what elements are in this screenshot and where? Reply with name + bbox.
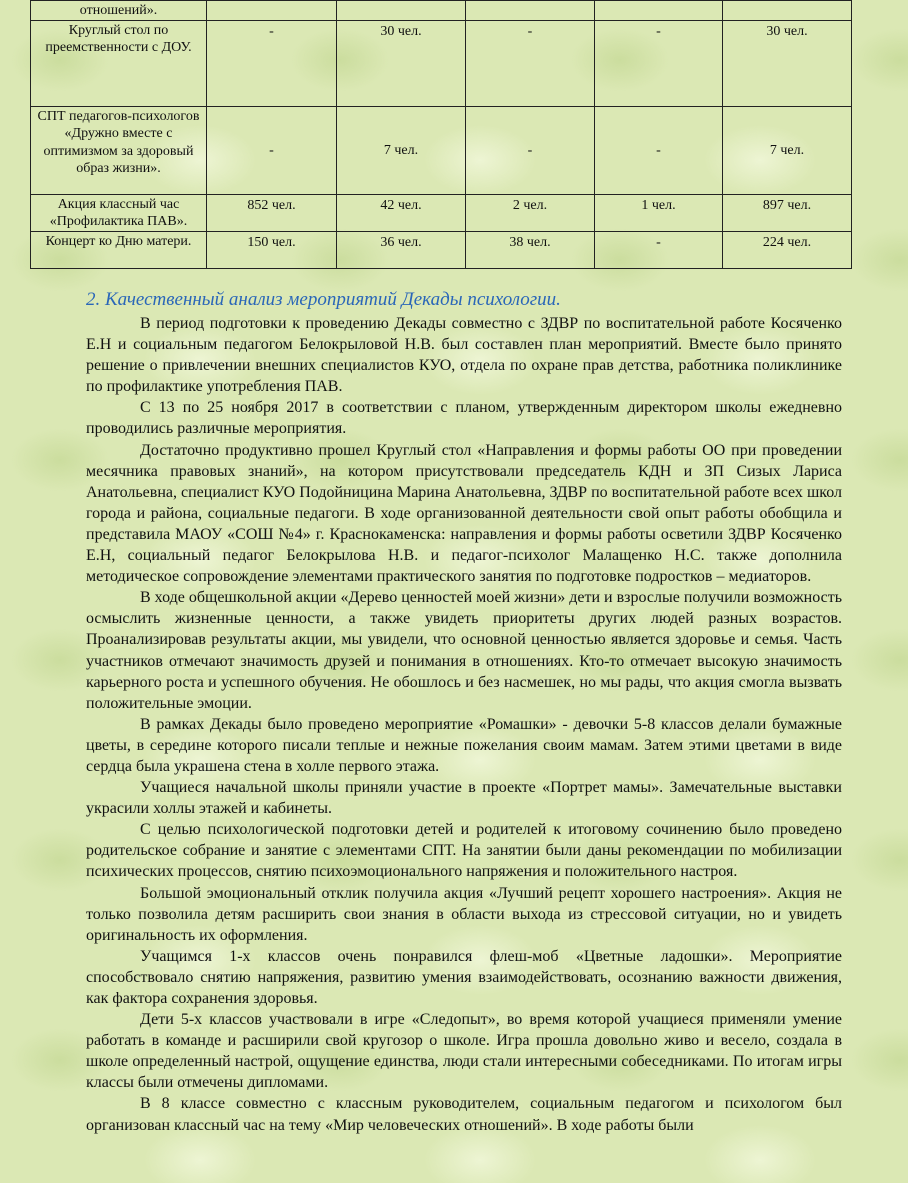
body-text (86, 313, 842, 1136)
participants-table-wrap (30, 0, 851, 269)
value-cell: 897 чел. (723, 194, 852, 231)
value-cell (466, 1, 595, 21)
value-cell: 852 чел. (207, 194, 337, 231)
value-cell: 30 чел. (337, 20, 466, 106)
value-cell: 150 чел. (207, 231, 337, 268)
paragraph: Достаточно продуктивно прошел Круглый стол «Направления и формы работы ОО при проведении месячника правовых знаний», на котором присутствовали председатель КДН и ЗП Сизых Лариса Анатольевна, специалист КУО Подойницина Марина Анатольевна, ЗДВР по воспитательной работе всех школ города и района, социальные педагоги. В ходе организованной деятельности свой опыт работы обобщила и представила МАОУ «СОШ №4» г. Краснокаменска: направления и формы работы осветили ЗДВР Косяченко Е.Н, социальный педагог Белокрылова Н.В. и педагог-психолог Малащенко Н.С. также дополнила методическое сопровождение элементами практического занятия по подготовке подростков – медиаторов. (86, 441, 842, 586)
value-cell: 30 чел. (723, 20, 852, 106)
event-name-cell: отношений». (31, 1, 207, 21)
section-heading: 2. Качественный анализ мероприятий Декады психологии. (86, 289, 561, 310)
value-cell: 2 чел. (466, 194, 595, 231)
event-name-cell: СПТ педагогов-психологов «Дружно вместе с оптимизмом за здоровый образ жизни». (31, 106, 207, 194)
value-cell: 7 чел. (337, 106, 466, 194)
event-name-cell: Круглый стол по преемственности с ДОУ. (31, 20, 207, 106)
table-row (31, 106, 852, 194)
value-cell: - (466, 106, 595, 194)
table-row (31, 1, 852, 21)
paragraph: В 8 классе совместно с классным руководителем, социальным педагогом и психологом был организован классный час на тему «Мир человеческих отношений». В ходе работы были (86, 1095, 842, 1134)
value-cell: 7 чел. (723, 106, 852, 194)
paragraph: Дети 5-х классов участвовали в игре «Следопыт», во время которой учащиеся применяли умение работать в команде и расширили свой кругозор о школе. Игра прошла довольно живо и весело, создала в школе определенный настрой, ощущение единства, люди стали интересными собеседниками. По итогам игры классы были отмечены дипломами. (86, 1011, 842, 1092)
paragraph: Большой эмоциональный отклик получила акция «Лучший рецепт хорошего настроения». Акция не только позволила детям расширить свои знания в области выхода из стрессовой ситуации, но и увидеть оригинальность их оформления. (86, 884, 842, 944)
value-cell (723, 1, 852, 21)
value-cell: 224 чел. (723, 231, 852, 268)
value-cell: - (595, 106, 723, 194)
paragraph: Учащиеся начальной школы приняли участие в проекте «Портрет мамы». Замечательные выставки украсили холлы этажей и кабинеты. (86, 779, 842, 818)
value-cell: - (595, 20, 723, 106)
paragraph: С 13 по 25 ноября 2017 в соответствии с планом, утвержденным директором школы ежедневно проводились различные мероприятия. (86, 399, 842, 438)
value-cell (207, 1, 337, 21)
value-cell: 38 чел. (466, 231, 595, 268)
paragraph: В рамках Декады было проведено мероприятие «Ромашки» - девочки 5-8 классов делали бумажные цветы, в середине которого писали теплые и нежные пожелания своим мамам. Затем этими цветами в виде сердца была украшена стена в холле первого этажа. (86, 715, 842, 775)
event-name-cell: Акция классный час «Профилактика ПАВ». (31, 194, 207, 231)
value-cell: - (207, 106, 337, 194)
value-cell: 36 чел. (337, 231, 466, 268)
table-row (31, 194, 852, 231)
value-cell: 42 чел. (337, 194, 466, 231)
table-row (31, 20, 852, 106)
participants-table (30, 0, 852, 269)
paragraph: Учащимся 1-х классов очень понравился флеш-моб «Цветные ладошки». Мероприятие способствовало снятию напряжения, развитию умения взаимодействовать, осознанию важности движения, как фактора сохранения здоровья. (86, 947, 842, 1007)
value-cell: 1 чел. (595, 194, 723, 231)
paragraph: В ходе общешкольной акции «Дерево ценностей моей жизни» дети и взрослые получили возможность осмыслить жизненные ценности, а также увидеть приоритеты других людей разных возрастов. Проанализировав результаты акции, мы увидели, что основной ценностью является здоровье и семья. Часть участников отмечают значимость друзей и понимания в отношениях. Кто-то отмечает высокую значимость карьерного роста и успешного обучения. Не обошлось и без насмешек, но мы рады, что акция смогла вызвать положительные эмоции. (86, 589, 842, 712)
value-cell: - (207, 20, 337, 106)
value-cell (595, 1, 723, 21)
paragraph: В период подготовки к проведению Декады совместно с ЗДВР по воспитательной работе Косяченко Е.Н и социальным педагогом Белокрыловой Н.В. был составлен план мероприятий. Вместе было принято решение о привлечении внешних специалистов КУО, отдела по охране прав детства, работника поликлинике по профилактике употребления ПАВ. (86, 315, 842, 396)
value-cell: - (466, 20, 595, 106)
event-name-cell: Концерт ко Дню матери. (31, 231, 207, 268)
table-row (31, 231, 852, 268)
paragraph: С целью психологической подготовки детей и родителей к итоговому сочинению было проведено родительское собрание и занятие с элементами СПТ. На занятии были даны рекомендации по мобилизации психических процессов, снятию психоэмоционального напряжения и положительного настроя. (86, 821, 842, 881)
value-cell: - (595, 231, 723, 268)
value-cell (337, 1, 466, 21)
